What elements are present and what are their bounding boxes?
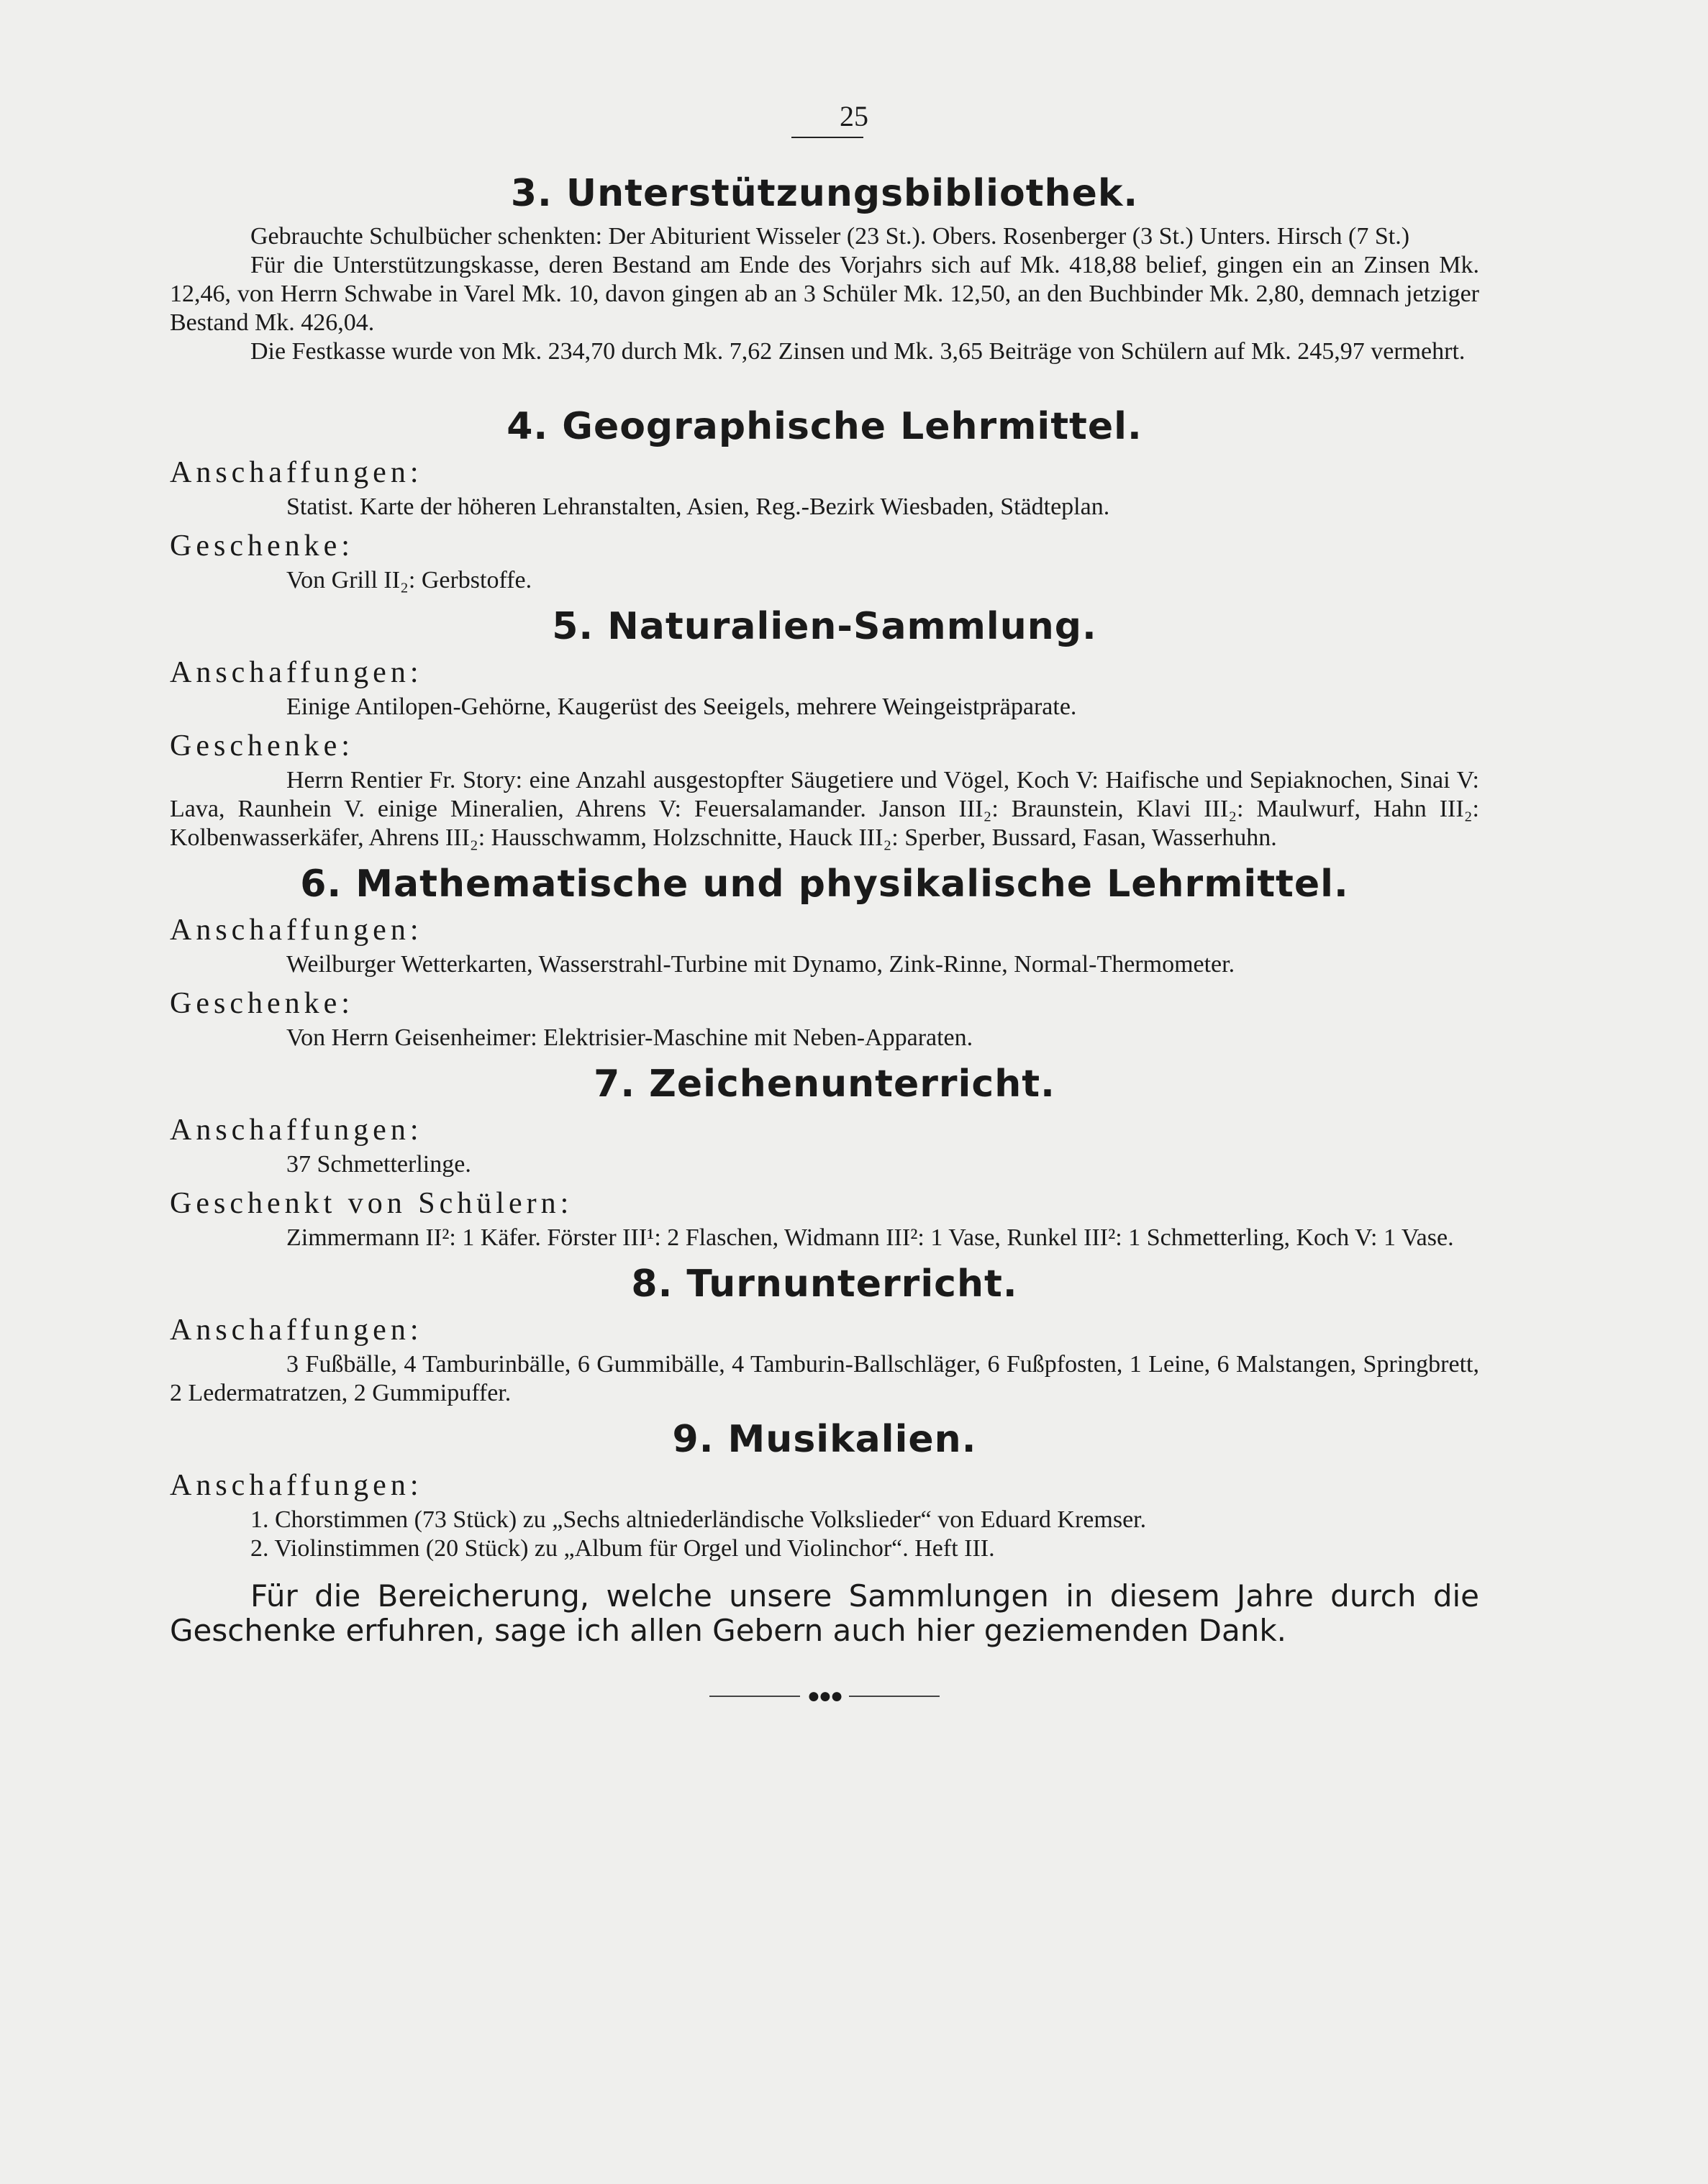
ornament-line-right [849, 1696, 940, 1697]
section-4-title: 4. Geographische Lehrmittel. [507, 405, 1143, 448]
ornament-dots: ●●● [807, 1684, 842, 1708]
section-3-paragraph-1: Gebrauchte Schulbücher schenkten: Der Abiturient Wisseler (23 St.). Obers. Rosenberger (3 St.) Unters. Hirsch (7 St.) [250, 223, 1410, 250]
closing-paragraph: Für die Bereicherung, welche unsere Sammlungen in diesem Jahre durch die Geschenke erfuhren, sage ich allen Gebern auch hier geziemenden Dank. [170, 1578, 1479, 1648]
section-6-label-geschenke: Geschenke: [170, 987, 354, 1020]
section-3-paragraph-2: Für die Unterstützungskasse, deren Bestand am Ende des Vorjahrs sich auf Mk. 418,88 belief, gingen ein an Zinsen Mk. 12,46, von Herrn Schwabe in Varel Mk. 10, davon gingen ab an 3 Schüler Mk. 12,50, an den Buchbinder Mk. 2,80, demnach jetziger Bestand Mk. 426,04. [170, 252, 1479, 336]
section-5-title: 5. Naturalien-Sammlung. [552, 605, 1097, 648]
section-3-paragraph-3: Die Festkasse wurde von Mk. 234,70 durch Mk. 7,62 Zinsen und Mk. 3,65 Beiträge von Schülern auf Mk. 245,97 vermehrt. [250, 338, 1466, 365]
section-9-list-item-2: 2. Violinstimmen (20 Stück) zu „Album für Orgel und Violinchor“. Heft III. [250, 1535, 995, 1562]
section-4-entry-geschenke: Von Grill II₂: Gerbstoffe. [286, 567, 532, 593]
section-5-entry-anschaffungen: Einige Antilopen-Gehörne, Kaugerüst des Seeigels, mehrere Weingeistpräparate. [286, 693, 1077, 720]
section-6-entry-geschenke: Von Herrn Geisenheimer: Elektrisier-Maschine mit Neben-Apparaten. [286, 1024, 973, 1051]
section-3-title: 3. Unterstützungsbibliothek. [510, 172, 1139, 215]
section-7-entry-geschenkt: Zimmermann II²: 1 Käfer. Förster III¹: 2 Flaschen, Widmann III²: 1 Vase, Runkel III²: 1 Schmetterling, Koch V: 1 Vase. [286, 1224, 1454, 1251]
section-9-list-item-1: 1. Chorstimmen (73 Stück) zu „Sechs altniederländische Volkslieder“ von Eduard Kremser. [250, 1506, 1147, 1533]
section-7-title: 7. Zeichenunterricht. [594, 1063, 1055, 1106]
end-ornament [709, 1684, 940, 1708]
section-9-title: 9. Musikalien. [672, 1418, 977, 1461]
section-4-label-anschaffungen: Anschaffungen: [170, 456, 423, 489]
page-number-rule [791, 137, 863, 138]
ornament-line-left [709, 1696, 800, 1697]
section-8-label-anschaffungen: Anschaffungen: [170, 1314, 423, 1347]
section-7-entry-anschaffungen: 37 Schmetterlinge. [286, 1151, 471, 1178]
section-7-label-geschenkt: Geschenkt von Schülern: [170, 1187, 573, 1220]
section-6-label-anschaffungen: Anschaffungen: [170, 914, 423, 947]
section-5-label-anschaffungen: Anschaffungen: [170, 656, 423, 689]
section-9-label-anschaffungen: Anschaffungen: [170, 1469, 423, 1502]
section-6-title: 6. Mathematische und physikalische Lehrmittel. [300, 863, 1349, 906]
section-8-entry-anschaffungen: 3 Fußbälle, 4 Tamburinbälle, 6 Gummibälle, 4 Tamburin-Ballschläger, 6 Fußpfosten, 1 Leine, 6 Malstangen, Springbrett, 2 Ledermatratzen, 2 Gummipuffer. [170, 1351, 1479, 1406]
section-5-entry-geschenke: Herrn Rentier Fr. Story: eine Anzahl ausgestopfter Säugetiere und Vögel, Koch V: Haifische und Sepiaknochen, Sinai V: Lava, Raunhein V. einige Mineralien, Ahrens V: Feuersalamander. Janson III₂: Braunstein, Klavi III₂: Maulwurf, Hahn III₂: Kolbenwasserkäfer, Ahrens III₂: Hausschwamm, Holzschnitte, Hauck III₂: Sperber, Bussard, Fasan, Wasserhuhn. [170, 767, 1479, 851]
page-content [170, 162, 1479, 1708]
section-6-entry-anschaffungen: Weilburger Wetterkarten, Wasserstrahl-Turbine mit Dynamo, Zink-Rinne, Normal-Thermometer. [286, 951, 1235, 978]
section-4-entry-anschaffungen: Statist. Karte der höheren Lehranstalten, Asien, Reg.-Bezirk Wiesbaden, Städteplan. [286, 493, 1110, 520]
section-5-label-geschenke: Geschenke: [170, 729, 354, 763]
section-8-title: 8. Turnunterricht. [631, 1262, 1018, 1306]
section-7-label-anschaffungen: Anschaffungen: [170, 1114, 423, 1147]
page-number: 25 [840, 100, 868, 132]
section-4-label-geschenke: Geschenke: [170, 529, 354, 563]
